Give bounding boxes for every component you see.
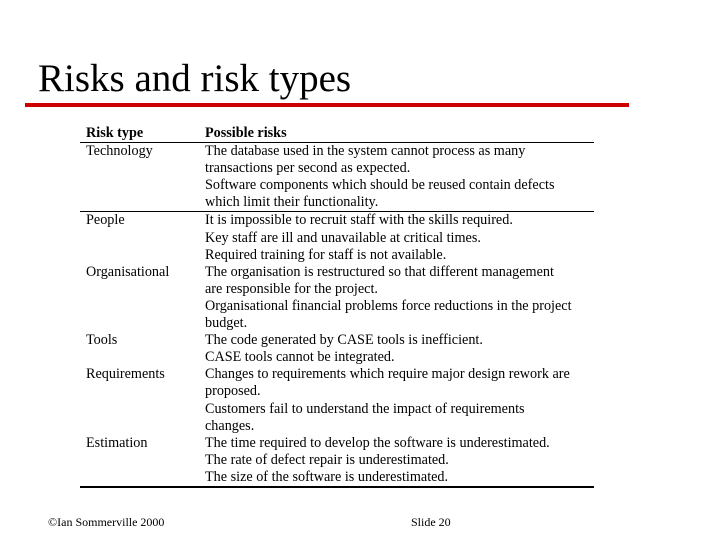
table-row — [80, 177, 594, 194]
table-row — [80, 230, 594, 247]
risk-type-cell-empty — [80, 160, 199, 177]
risk-type-cell-empty — [80, 177, 199, 194]
risk-type-cell: Tools — [86, 332, 118, 349]
possible-risk-cell: The code generated by CASE tools is inefficient. — [205, 332, 483, 349]
possible-risk-cell: which limit their functionality. — [199, 194, 594, 212]
risk-type-cell: Requirements — [86, 366, 165, 383]
possible-risk-cell: Changes to requirements which require major design rework are — [205, 366, 570, 383]
risk-type-cell-empty — [80, 349, 199, 366]
possible-risk-cell: Organisational financial problems force reductions in the project — [205, 297, 572, 314]
possible-risk-cell: The database used in the system cannot process as many — [205, 143, 526, 160]
table-row — [80, 435, 594, 452]
risk-type-cell: Technology — [86, 143, 153, 160]
header-possible-risks: Possible risks — [199, 125, 594, 143]
table-row — [80, 212, 594, 230]
possible-risk-cell: The rate of defect repair is underestimated. — [205, 451, 449, 468]
possible-risk-cell: The time required to develop the software is underestimated. — [205, 434, 550, 451]
table-header-row — [80, 125, 594, 143]
possible-risk-cell: budget. — [205, 315, 248, 332]
risk-type-cell-empty — [80, 418, 199, 435]
risk-table-body — [80, 143, 594, 487]
table-row — [80, 247, 594, 264]
possible-risk-cell: CASE tools cannot be integrated. — [205, 349, 395, 366]
risk-type-cell-empty — [80, 230, 199, 247]
risk-type-cell-empty — [80, 194, 199, 212]
table-row — [80, 160, 594, 177]
risk-type-cell-empty — [80, 298, 199, 315]
table-row — [80, 452, 594, 469]
table-row — [80, 281, 594, 298]
risk-type-cell: People — [86, 212, 125, 229]
table-row — [80, 418, 594, 435]
possible-risk-cell: Customers fail to understand the impact of requirements — [205, 400, 525, 417]
table-row — [80, 143, 594, 161]
risk-type-cell-empty — [80, 452, 199, 469]
table-row — [80, 401, 594, 418]
possible-risk-cell: transactions per second as expected. — [205, 160, 411, 177]
possible-risk-cell: The size of the software is underestimated. — [199, 469, 594, 487]
risk-type-cell: Organisational — [86, 263, 170, 280]
table-row — [80, 469, 594, 487]
possible-risk-cell: changes. — [205, 417, 255, 434]
header-risk-type: Risk type — [80, 125, 199, 143]
table-row — [80, 298, 594, 315]
risk-type-cell-empty — [80, 401, 199, 418]
risk-type-cell-empty — [80, 281, 199, 298]
footer-slide-number: Slide 20 — [411, 515, 451, 529]
table-row — [80, 366, 594, 383]
risk-type-cell-empty — [80, 247, 199, 264]
risk-type-cell-empty — [80, 469, 199, 487]
table-row — [80, 264, 594, 281]
possible-risk-cell: It is impossible to recruit staff with the skills required. — [205, 212, 513, 229]
table-row — [80, 349, 594, 366]
possible-risk-cell: Software components which should be reused contain defects — [205, 177, 555, 194]
table-row — [80, 332, 594, 349]
possible-risk-cell: proposed. — [205, 383, 261, 400]
risk-type-cell-empty — [80, 315, 199, 332]
table-row — [80, 194, 594, 212]
title-underline — [25, 103, 629, 107]
risk-table — [80, 125, 594, 488]
possible-risk-cell: The organisation is restructured so that different management — [205, 263, 554, 280]
table-row — [80, 315, 594, 332]
possible-risk-cell: are responsible for the project. — [205, 280, 378, 297]
possible-risk-cell: Key staff are ill and unavailable at critical times. — [205, 229, 481, 246]
possible-risk-cell: Required training for staff is not available. — [205, 246, 447, 263]
risk-type-cell: Estimation — [86, 434, 148, 451]
table-row — [80, 383, 594, 400]
footer-copyright: ©Ian Sommerville 2000 — [48, 515, 165, 529]
risk-type-cell-empty — [80, 383, 199, 400]
slide-title: Risks and risk types — [38, 57, 352, 100]
